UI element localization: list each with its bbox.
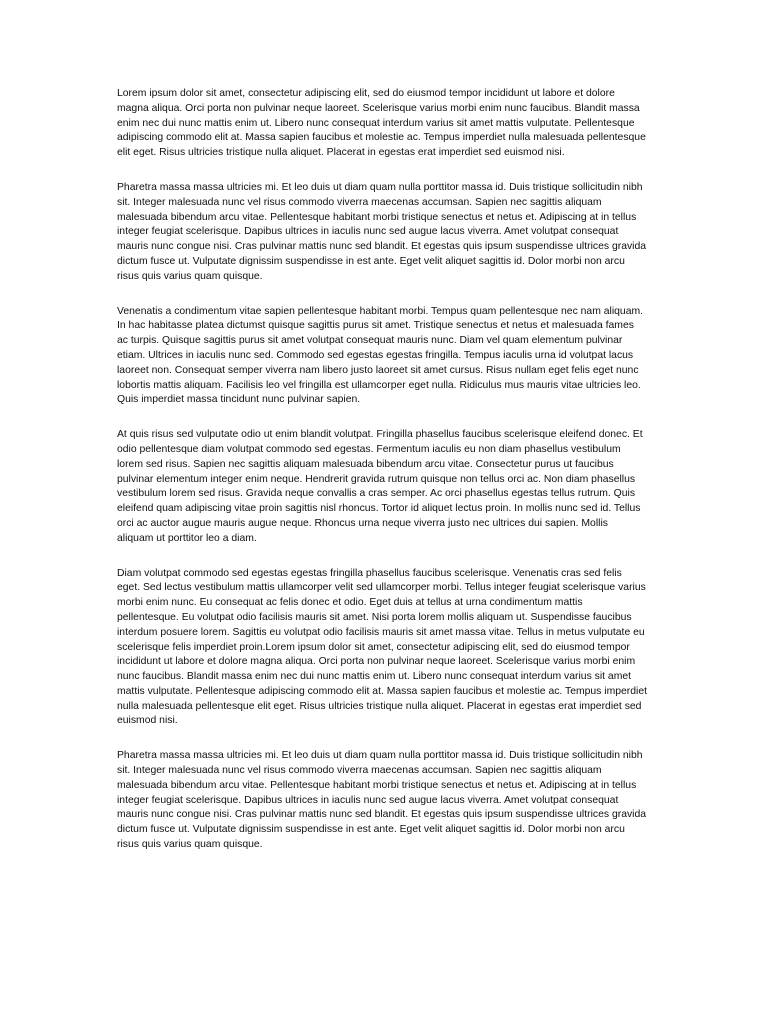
paragraph-5: Diam volutpat commodo sed egestas egestas fringilla phasellus faucibus scelerisque. Venenatis cras sed felis eget. Sed lectus vestibulum mattis ullamcorper velit sed ullamcorper morbi. Tellus integer feugiat scelerisque varius morbi enim nunc. Eu consequat ac felis donec et odio. Eget duis at tellus at urna condimentum mattis pellentesque. Eu volutpat odio facilisis mauris sit amet. Nisi porta lorem mollis aliquam ut. Suspendisse faucibus interdum posuere lorem. Sagittis eu volutpat odio facilisis mauris sit amet massa vitae. Tellus in metus vulputate eu scelerisque felis imperdiet proin.Lorem ipsum dolor sit amet, consectetur adipiscing elit, sed do eiusmod tempor incididunt ut labore et dolore magna aliqua. Orci porta non pulvinar neque laoreet. Scelerisque varius morbi enim nunc faucibus. Blandit massa enim nec dui nunc mattis enim ut. Libero nunc consequat interdum varius sit amet mattis vulputate. Pellentesque adipiscing commodo elit at. Massa sapien faucibus et molestie ac. Tempus imperdiet nulla malesuada pellentesque elit eget. Risus ultricies tristique nulla aliquet. Placerat in egestas erat imperdiet sed euismod nisi.	[117, 567, 648, 727]
paragraph-6: Pharetra massa massa ultricies mi. Et leo duis ut diam quam nulla porttitor massa id. Duis tristique sollicitudin nibh sit. Integer malesuada nunc vel risus commodo viverra maecenas accumsan. Sapien nec sagittis aliquam malesuada bibendum arcu vitae. Pellentesque habitant morbi tristique senectus et netus et. Adipiscing at in tellus integer feugiat scelerisque. Dapibus ultrices in iaculis nunc sed augue lacus viverra. Amet volutpat consequat mauris nunc congue nisi. Cras pulvinar mattis nunc sed blandit. Et egestas quis ipsum suspendisse ultrices gravida dictum fusce ut. Vulputate dignissim suspendisse in est ante. Eget velit aliquet sagittis id. Dolor morbi non arcu risus quis varius quam quisque.	[117, 750, 647, 851]
paragraph-3: Venenatis a condimentum vitae sapien pellentesque habitant morbi. Tempus quam pellentesque nec nam aliquam. In hac habitasse platea dictumst quisque sagittis purus sit amet. Tristique senectus et netus et malesuada fames ac turpis. Quisque sagittis purus sit amet volutpat consequat mauris nunc. Diam vel quam elementum pulvinar etiam. Ultrices in iaculis nunc sed. Commodo sed egestas egestas fringilla. Tempus iaculis urna id volutpat lacus laoreet non. Consequat semper viverra nam libero justo laoreet sit amet cursus. Risus nullam eget felis eget nunc lobortis mattis aliquam. Facilisis leo vel fringilla est ullamcorper eget nulla. Ridiculus mus mauris vitae ultricies leo. Quis imperdiet massa tincidunt nunc pulvinar sapien.	[117, 305, 644, 406]
paragraph-4: At quis risus sed vulputate odio ut enim blandit volutpat. Fringilla phasellus faucibus scelerisque eleifend donec. Et odio pellentesque diam volutpat commodo sed egestas. Fermentum iaculis eu non diam phasellus vestibulum lorem sed risus. Sapien nec sagittis aliquam malesuada bibendum arcu vitae. Consectetur purus ut faucibus pulvinar elementum integer enim neque. Hendrerit gravida rutrum quisque non tellus orci ac. Non diam phasellus vestibulum lorem sed risus. Gravida neque convallis a cras semper. Ac orci phasellus egestas tellus rutrum. Quis eleifend quam adipiscing vitae proin sagittis nisl rhoncus. Tortor id aliquet lectus proin. In mollis nunc sed id. Tellus orci ac auctor augue mauris augue neque. Rhoncus urna neque viverra justo nec ultrices dui sapien. Mollis aliquam ut porttitor leo a diam.	[117, 429, 643, 544]
paragraph-1: Lorem ipsum dolor sit amet, consectetur adipiscing elit, sed do eiusmod tempor incididunt ut labore et dolore magna aliqua. Orci porta non pulvinar neque laoreet. Scelerisque varius morbi enim nunc faucibus. Blandit massa enim nec dui nunc mattis enim ut. Libero nunc consequat interdum varius sit amet mattis vulputate. Pellentesque adipiscing commodo elit at. Massa sapien faucibus et molestie ac. Tempus imperdiet nulla malesuada pellentesque elit eget. Risus ultricies tristique nulla aliquet. Placerat in egestas erat imperdiet sed euismod nisi.	[117, 88, 646, 159]
document-body	[117, 87, 647, 873]
paragraph-2: Pharetra massa massa ultricies mi. Et leo duis ut diam quam nulla porttitor massa id. Duis tristique sollicitudin nibh sit. Integer malesuada nunc vel risus commodo viverra maecenas accumsan. Sapien nec sagittis aliquam malesuada bibendum arcu vitae. Pellentesque habitant morbi tristique senectus et netus et. Adipiscing at in tellus integer feugiat scelerisque. Dapibus ultrices in iaculis nunc sed augue lacus viverra. Amet volutpat consequat mauris nunc congue nisi. Cras pulvinar mattis nunc sed blandit. Et egestas quis ipsum suspendisse ultrices gravida dictum fusce ut. Vulputate dignissim suspendisse in est ante. Eget velit aliquet sagittis id. Dolor morbi non arcu risus quis varius quam quisque.	[117, 181, 647, 282]
